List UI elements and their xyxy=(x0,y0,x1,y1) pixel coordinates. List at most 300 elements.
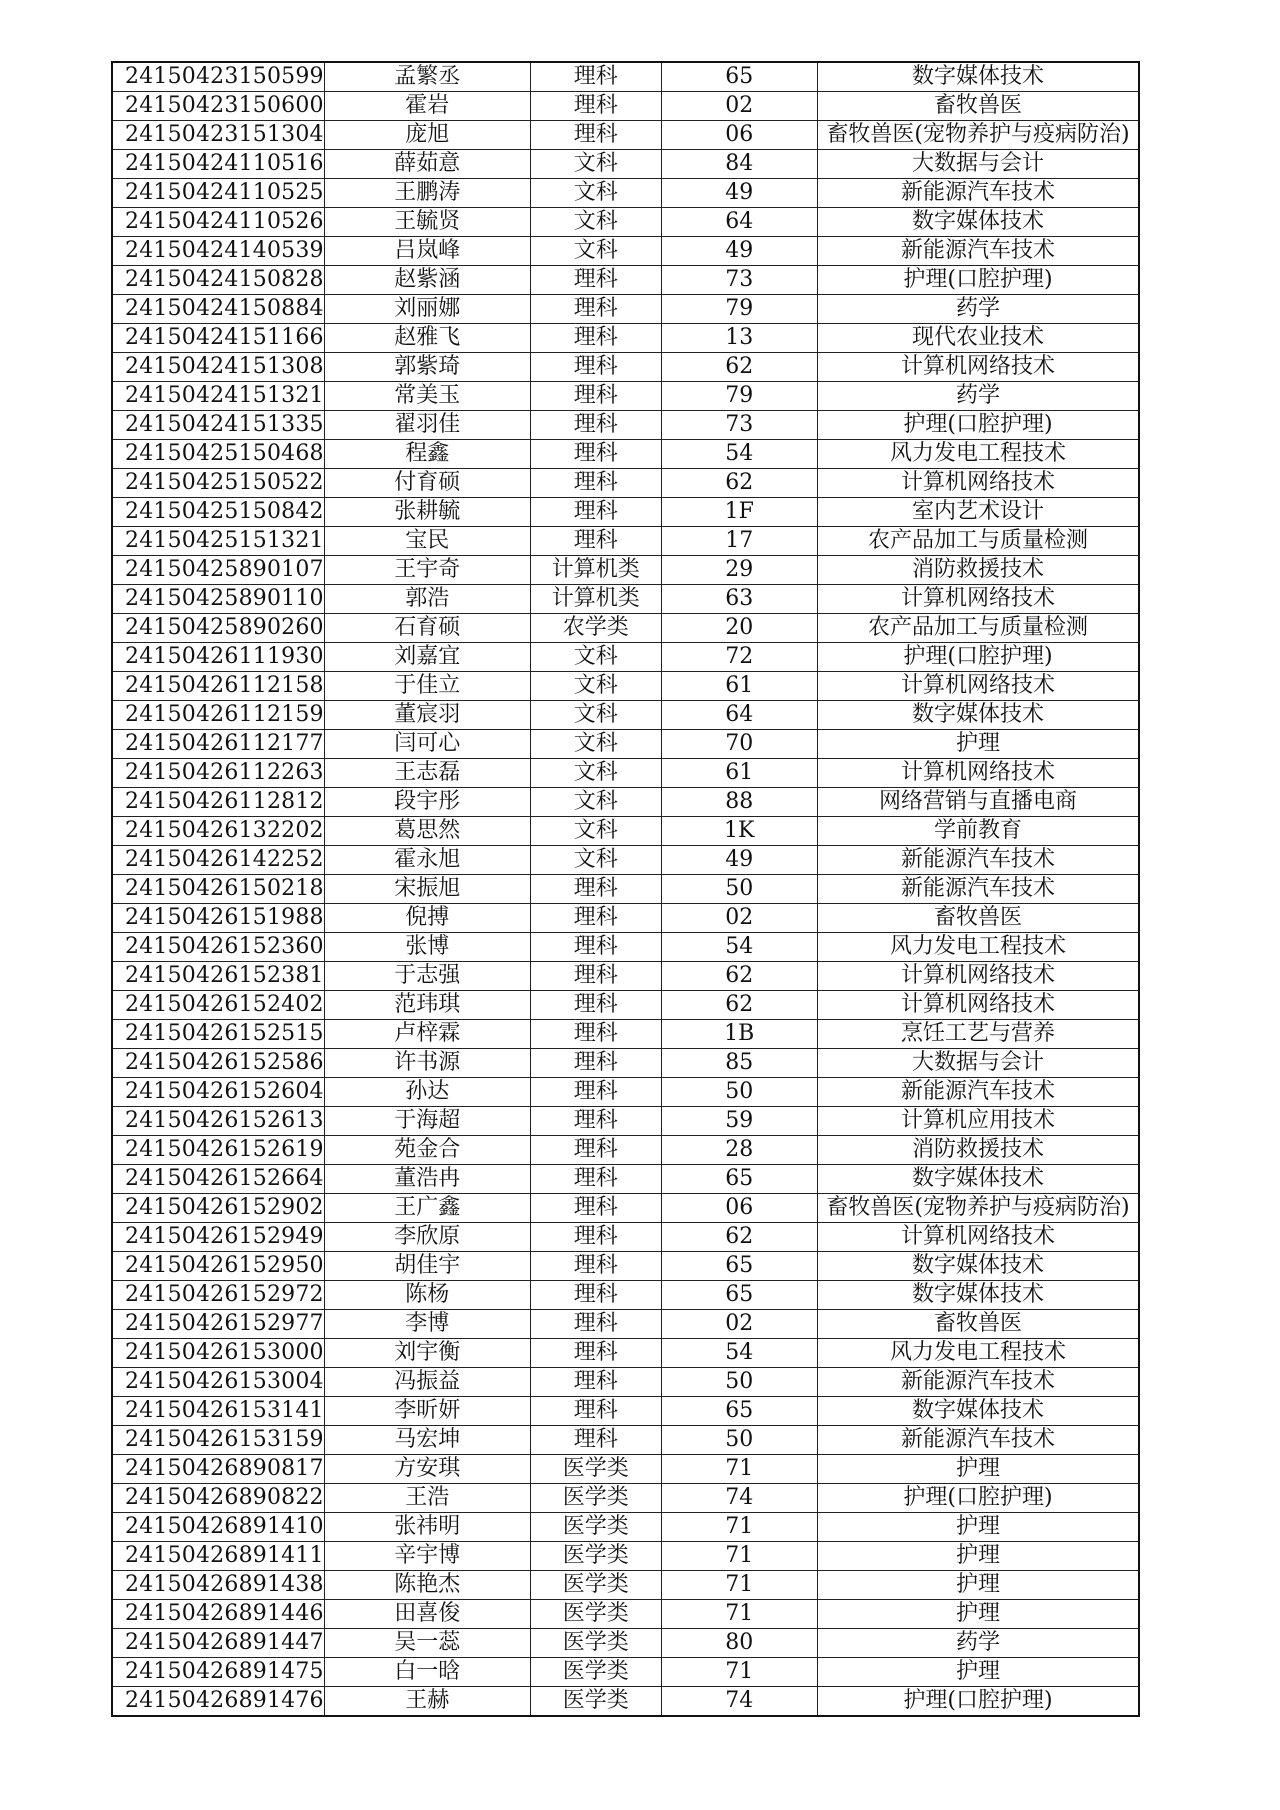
subject-category-cell: 理科 xyxy=(530,266,661,295)
major-code-cell: 63 xyxy=(661,585,817,614)
table-row xyxy=(112,875,1139,904)
subject-category-cell: 理科 xyxy=(530,498,661,527)
major-code-cell: 65 xyxy=(661,1252,817,1281)
table-row xyxy=(112,411,1139,440)
table-row xyxy=(112,933,1139,962)
student-name-cell: 孙达 xyxy=(324,1078,530,1107)
table-row xyxy=(112,556,1139,585)
major-code-cell: 64 xyxy=(661,701,817,730)
table-row xyxy=(112,1455,1139,1484)
major-name-cell: 数字媒体技术 xyxy=(817,1397,1139,1426)
student-name-cell: 霍岩 xyxy=(324,92,530,121)
table-row xyxy=(112,1484,1139,1513)
major-code-cell: 1B xyxy=(661,1020,817,1049)
major-name-cell: 计算机网络技术 xyxy=(817,1223,1139,1252)
student-name-cell: 王志磊 xyxy=(324,759,530,788)
major-code-cell: 65 xyxy=(661,1397,817,1426)
student-name-cell: 段宇彤 xyxy=(324,788,530,817)
major-name-cell: 护理 xyxy=(817,1455,1139,1484)
candidate-number-cell: 24150424150884 xyxy=(112,295,324,324)
major-code-cell: 54 xyxy=(661,440,817,469)
subject-category-cell: 文科 xyxy=(530,672,661,701)
student-name-cell: 张博 xyxy=(324,933,530,962)
major-code-cell: 74 xyxy=(661,1687,817,1717)
major-name-cell: 药学 xyxy=(817,1629,1139,1658)
major-code-cell: 71 xyxy=(661,1658,817,1687)
student-name-cell: 辛宇博 xyxy=(324,1542,530,1571)
candidate-number-cell: 24150423150600 xyxy=(112,92,324,121)
major-name-cell: 新能源汽车技术 xyxy=(817,1426,1139,1455)
subject-category-cell: 农学类 xyxy=(530,614,661,643)
major-name-cell: 药学 xyxy=(817,382,1139,411)
major-name-cell: 烹饪工艺与营养 xyxy=(817,1020,1139,1049)
major-name-cell: 护理 xyxy=(817,730,1139,759)
student-name-cell: 张耕毓 xyxy=(324,498,530,527)
major-code-cell: 13 xyxy=(661,324,817,353)
student-name-cell: 程鑫 xyxy=(324,440,530,469)
major-code-cell: 73 xyxy=(661,411,817,440)
subject-category-cell: 理科 xyxy=(530,1078,661,1107)
student-name-cell: 庞旭 xyxy=(324,121,530,150)
student-name-cell: 于海超 xyxy=(324,1107,530,1136)
student-name-cell: 王广鑫 xyxy=(324,1194,530,1223)
major-code-cell: 62 xyxy=(661,469,817,498)
major-name-cell: 护理 xyxy=(817,1542,1139,1571)
major-name-cell: 畜牧兽医 xyxy=(817,1310,1139,1339)
subject-category-cell: 文科 xyxy=(530,237,661,266)
table-row xyxy=(112,1513,1139,1542)
student-name-cell: 刘嘉宜 xyxy=(324,643,530,672)
subject-category-cell: 文科 xyxy=(530,817,661,846)
candidate-number-cell: 24150425150468 xyxy=(112,440,324,469)
major-name-cell: 农产品加工与质量检测 xyxy=(817,527,1139,556)
major-code-cell: 28 xyxy=(661,1136,817,1165)
candidate-number-cell: 24150426150218 xyxy=(112,875,324,904)
table-row xyxy=(112,1426,1139,1455)
student-name-cell: 田喜俊 xyxy=(324,1600,530,1629)
table-row xyxy=(112,701,1139,730)
table-row xyxy=(112,614,1139,643)
major-code-cell: 62 xyxy=(661,962,817,991)
table-row xyxy=(112,1252,1139,1281)
subject-category-cell: 理科 xyxy=(530,1426,661,1455)
table-row xyxy=(112,1629,1139,1658)
student-name-cell: 宋振旭 xyxy=(324,875,530,904)
subject-category-cell: 理科 xyxy=(530,1252,661,1281)
table-row xyxy=(112,730,1139,759)
subject-category-cell: 理科 xyxy=(530,1136,661,1165)
major-name-cell: 新能源汽车技术 xyxy=(817,875,1139,904)
major-name-cell: 大数据与会计 xyxy=(817,1049,1139,1078)
subject-category-cell: 理科 xyxy=(530,1194,661,1223)
major-name-cell: 计算机网络技术 xyxy=(817,585,1139,614)
student-name-cell: 范玮琪 xyxy=(324,991,530,1020)
subject-category-cell: 理科 xyxy=(530,1223,661,1252)
student-name-cell: 郭紫琦 xyxy=(324,353,530,382)
subject-category-cell: 理科 xyxy=(530,1049,661,1078)
candidate-number-cell: 24150426152604 xyxy=(112,1078,324,1107)
subject-category-cell: 文科 xyxy=(530,208,661,237)
student-name-cell: 吕岚峰 xyxy=(324,237,530,266)
candidate-number-cell: 24150426891411 xyxy=(112,1542,324,1571)
candidate-number-cell: 24150426151988 xyxy=(112,904,324,933)
candidate-number-cell: 24150426890817 xyxy=(112,1455,324,1484)
table-row xyxy=(112,1600,1139,1629)
subject-category-cell: 理科 xyxy=(530,1339,661,1368)
major-code-cell: 79 xyxy=(661,295,817,324)
major-code-cell: 1K xyxy=(661,817,817,846)
table-row xyxy=(112,585,1139,614)
major-name-cell: 消防救援技术 xyxy=(817,1136,1139,1165)
major-code-cell: 71 xyxy=(661,1513,817,1542)
table-row xyxy=(112,1049,1139,1078)
table-row xyxy=(112,1281,1139,1310)
subject-category-cell: 理科 xyxy=(530,1020,661,1049)
candidate-number-cell: 24150425150842 xyxy=(112,498,324,527)
major-name-cell: 护理 xyxy=(817,1513,1139,1542)
candidate-number-cell: 24150426891446 xyxy=(112,1600,324,1629)
student-name-cell: 于志强 xyxy=(324,962,530,991)
major-code-cell: 65 xyxy=(661,62,817,92)
major-name-cell: 风力发电工程技术 xyxy=(817,933,1139,962)
table-row xyxy=(112,1310,1139,1339)
subject-category-cell: 文科 xyxy=(530,179,661,208)
subject-category-cell: 理科 xyxy=(530,121,661,150)
candidate-number-cell: 24150426132202 xyxy=(112,817,324,846)
student-name-cell: 常美玉 xyxy=(324,382,530,411)
table-row xyxy=(112,440,1139,469)
major-name-cell: 护理(口腔护理) xyxy=(817,1484,1139,1513)
candidate-number-cell: 24150423151304 xyxy=(112,121,324,150)
student-name-cell: 胡佳宇 xyxy=(324,1252,530,1281)
major-code-cell: 72 xyxy=(661,643,817,672)
table-row xyxy=(112,237,1139,266)
candidate-number-cell: 24150426152949 xyxy=(112,1223,324,1252)
student-name-cell: 郭浩 xyxy=(324,585,530,614)
table-row xyxy=(112,1136,1139,1165)
table-row xyxy=(112,991,1139,1020)
candidate-number-cell: 24150424110526 xyxy=(112,208,324,237)
student-name-cell: 苑金合 xyxy=(324,1136,530,1165)
candidate-number-cell: 24150426112159 xyxy=(112,701,324,730)
major-name-cell: 新能源汽车技术 xyxy=(817,237,1139,266)
major-code-cell: 1F xyxy=(661,498,817,527)
student-name-cell: 赵紫涵 xyxy=(324,266,530,295)
major-code-cell: 50 xyxy=(661,1368,817,1397)
student-name-cell: 薛茹意 xyxy=(324,150,530,179)
major-name-cell: 新能源汽车技术 xyxy=(817,179,1139,208)
major-code-cell: 02 xyxy=(661,92,817,121)
candidate-number-cell: 24150426152515 xyxy=(112,1020,324,1049)
major-name-cell: 护理 xyxy=(817,1571,1139,1600)
student-name-cell: 王浩 xyxy=(324,1484,530,1513)
student-name-cell: 许书源 xyxy=(324,1049,530,1078)
major-name-cell: 畜牧兽医(宠物养护与疫病防治) xyxy=(817,1194,1139,1223)
major-name-cell: 数字媒体技术 xyxy=(817,701,1139,730)
student-name-cell: 王鹏涛 xyxy=(324,179,530,208)
major-code-cell: 29 xyxy=(661,556,817,585)
candidate-number-cell: 24150425890260 xyxy=(112,614,324,643)
major-name-cell: 计算机网络技术 xyxy=(817,672,1139,701)
subject-category-cell: 医学类 xyxy=(530,1571,661,1600)
candidate-number-cell: 24150426891447 xyxy=(112,1629,324,1658)
major-name-cell: 畜牧兽医(宠物养护与疫病防治) xyxy=(817,121,1139,150)
student-name-cell: 王毓贤 xyxy=(324,208,530,237)
table-row xyxy=(112,1223,1139,1252)
table-row xyxy=(112,1020,1139,1049)
subject-category-cell: 医学类 xyxy=(530,1658,661,1687)
table-row xyxy=(112,382,1139,411)
subject-category-cell: 计算机类 xyxy=(530,585,661,614)
candidate-number-cell: 24150426891475 xyxy=(112,1658,324,1687)
major-code-cell: 49 xyxy=(661,846,817,875)
major-name-cell: 护理 xyxy=(817,1600,1139,1629)
major-code-cell: 70 xyxy=(661,730,817,759)
table-row xyxy=(112,179,1139,208)
table-row xyxy=(112,92,1139,121)
subject-category-cell: 理科 xyxy=(530,1397,661,1426)
student-name-cell: 董浩冉 xyxy=(324,1165,530,1194)
candidate-number-cell: 24150426890822 xyxy=(112,1484,324,1513)
table-row xyxy=(112,672,1139,701)
major-name-cell: 大数据与会计 xyxy=(817,150,1139,179)
student-name-cell: 陈杨 xyxy=(324,1281,530,1310)
major-code-cell: 02 xyxy=(661,904,817,933)
student-name-cell: 白一晗 xyxy=(324,1658,530,1687)
major-code-cell: 62 xyxy=(661,1223,817,1252)
student-name-cell: 石育硕 xyxy=(324,614,530,643)
table-row xyxy=(112,295,1139,324)
student-name-cell: 马宏坤 xyxy=(324,1426,530,1455)
subject-category-cell: 理科 xyxy=(530,962,661,991)
table-row xyxy=(112,846,1139,875)
candidate-number-cell: 24150426152613 xyxy=(112,1107,324,1136)
student-name-cell: 霍永旭 xyxy=(324,846,530,875)
candidate-number-cell: 24150426142252 xyxy=(112,846,324,875)
table-row xyxy=(112,788,1139,817)
table-row xyxy=(112,1687,1139,1717)
student-name-cell: 付育硕 xyxy=(324,469,530,498)
major-name-cell: 药学 xyxy=(817,295,1139,324)
student-name-cell: 李昕妍 xyxy=(324,1397,530,1426)
major-code-cell: 85 xyxy=(661,1049,817,1078)
major-code-cell: 02 xyxy=(661,1310,817,1339)
major-name-cell: 计算机网络技术 xyxy=(817,759,1139,788)
student-name-cell: 卢梓霖 xyxy=(324,1020,530,1049)
student-name-cell: 刘宇衡 xyxy=(324,1339,530,1368)
table-row xyxy=(112,962,1139,991)
major-code-cell: 79 xyxy=(661,382,817,411)
candidate-number-cell: 24150426153159 xyxy=(112,1426,324,1455)
student-name-cell: 王赫 xyxy=(324,1687,530,1717)
candidate-number-cell: 24150426152664 xyxy=(112,1165,324,1194)
candidate-number-cell: 24150424140539 xyxy=(112,237,324,266)
subject-category-cell: 医学类 xyxy=(530,1513,661,1542)
subject-category-cell: 文科 xyxy=(530,788,661,817)
subject-category-cell: 理科 xyxy=(530,353,661,382)
subject-category-cell: 理科 xyxy=(530,1281,661,1310)
student-name-cell: 孟繁丞 xyxy=(324,62,530,92)
subject-category-cell: 理科 xyxy=(530,324,661,353)
candidate-number-cell: 24150426111930 xyxy=(112,643,324,672)
table-row xyxy=(112,1658,1139,1687)
major-name-cell: 护理 xyxy=(817,1658,1139,1687)
candidate-number-cell: 24150424151308 xyxy=(112,353,324,382)
major-name-cell: 计算机网络技术 xyxy=(817,353,1139,382)
candidate-number-cell: 24150426152972 xyxy=(112,1281,324,1310)
major-name-cell: 数字媒体技术 xyxy=(817,208,1139,237)
student-name-cell: 陈艳杰 xyxy=(324,1571,530,1600)
major-code-cell: 20 xyxy=(661,614,817,643)
major-name-cell: 护理(口腔护理) xyxy=(817,643,1139,672)
major-code-cell: 17 xyxy=(661,527,817,556)
table-row xyxy=(112,759,1139,788)
table-row xyxy=(112,324,1139,353)
major-name-cell: 新能源汽车技术 xyxy=(817,1078,1139,1107)
subject-category-cell: 医学类 xyxy=(530,1629,661,1658)
candidate-number-cell: 24150426112177 xyxy=(112,730,324,759)
subject-category-cell: 理科 xyxy=(530,1165,661,1194)
student-name-cell: 刘丽娜 xyxy=(324,295,530,324)
major-code-cell: 59 xyxy=(661,1107,817,1136)
major-code-cell: 65 xyxy=(661,1165,817,1194)
table-row xyxy=(112,904,1139,933)
major-code-cell: 06 xyxy=(661,1194,817,1223)
major-name-cell: 护理(口腔护理) xyxy=(817,411,1139,440)
table-row xyxy=(112,1107,1139,1136)
student-name-cell: 翟羽佳 xyxy=(324,411,530,440)
major-name-cell: 数字媒体技术 xyxy=(817,1252,1139,1281)
table-body xyxy=(112,62,1139,1716)
subject-category-cell: 理科 xyxy=(530,904,661,933)
subject-category-cell: 理科 xyxy=(530,527,661,556)
candidate-number-cell: 24150425151321 xyxy=(112,527,324,556)
major-code-cell: 71 xyxy=(661,1600,817,1629)
candidate-number-cell: 24150426153000 xyxy=(112,1339,324,1368)
student-name-cell: 董宸羽 xyxy=(324,701,530,730)
major-code-cell: 61 xyxy=(661,759,817,788)
student-name-cell: 冯振益 xyxy=(324,1368,530,1397)
student-name-cell: 李博 xyxy=(324,1310,530,1339)
major-name-cell: 数字媒体技术 xyxy=(817,1165,1139,1194)
student-name-cell: 倪搏 xyxy=(324,904,530,933)
major-code-cell: 62 xyxy=(661,991,817,1020)
subject-category-cell: 理科 xyxy=(530,933,661,962)
major-name-cell: 计算机网络技术 xyxy=(817,991,1139,1020)
candidate-number-cell: 24150424151166 xyxy=(112,324,324,353)
major-name-cell: 畜牧兽医 xyxy=(817,92,1139,121)
major-code-cell: 50 xyxy=(661,1078,817,1107)
candidate-number-cell: 24150426153004 xyxy=(112,1368,324,1397)
candidate-number-cell: 24150426152360 xyxy=(112,933,324,962)
candidate-number-cell: 24150426153141 xyxy=(112,1397,324,1426)
major-name-cell: 新能源汽车技术 xyxy=(817,846,1139,875)
subject-category-cell: 理科 xyxy=(530,295,661,324)
subject-category-cell: 理科 xyxy=(530,875,661,904)
subject-category-cell: 医学类 xyxy=(530,1600,661,1629)
major-name-cell: 计算机网络技术 xyxy=(817,962,1139,991)
candidate-number-cell: 24150424151321 xyxy=(112,382,324,411)
table-row xyxy=(112,527,1139,556)
subject-category-cell: 理科 xyxy=(530,991,661,1020)
major-name-cell: 室内艺术设计 xyxy=(817,498,1139,527)
candidate-number-cell: 24150426891476 xyxy=(112,1687,324,1717)
candidate-number-cell: 24150424151335 xyxy=(112,411,324,440)
major-name-cell: 新能源汽车技术 xyxy=(817,1368,1139,1397)
subject-category-cell: 计算机类 xyxy=(530,556,661,585)
major-name-cell: 农产品加工与质量检测 xyxy=(817,614,1139,643)
candidate-number-cell: 24150426112158 xyxy=(112,672,324,701)
candidate-number-cell: 24150426112263 xyxy=(112,759,324,788)
major-code-cell: 50 xyxy=(661,1426,817,1455)
table-row xyxy=(112,353,1139,382)
subject-category-cell: 医学类 xyxy=(530,1484,661,1513)
major-name-cell: 数字媒体技术 xyxy=(817,62,1139,92)
subject-category-cell: 理科 xyxy=(530,1310,661,1339)
major-name-cell: 护理(口腔护理) xyxy=(817,1687,1139,1717)
table-row xyxy=(112,817,1139,846)
subject-category-cell: 文科 xyxy=(530,643,661,672)
candidate-number-cell: 24150425890110 xyxy=(112,585,324,614)
student-name-cell: 葛思然 xyxy=(324,817,530,846)
candidate-number-cell: 24150426152402 xyxy=(112,991,324,1020)
subject-category-cell: 文科 xyxy=(530,846,661,875)
table-row xyxy=(112,1397,1139,1426)
candidate-number-cell: 24150426891410 xyxy=(112,1513,324,1542)
major-name-cell: 数字媒体技术 xyxy=(817,1281,1139,1310)
student-name-cell: 吴一蕊 xyxy=(324,1629,530,1658)
major-code-cell: 71 xyxy=(661,1571,817,1600)
major-code-cell: 71 xyxy=(661,1542,817,1571)
table-row xyxy=(112,208,1139,237)
major-name-cell: 消防救援技术 xyxy=(817,556,1139,585)
table-row xyxy=(112,1194,1139,1223)
table-row xyxy=(112,121,1139,150)
major-name-cell: 现代农业技术 xyxy=(817,324,1139,353)
student-name-cell: 赵雅飞 xyxy=(324,324,530,353)
subject-category-cell: 医学类 xyxy=(530,1687,661,1717)
table-row xyxy=(112,643,1139,672)
student-name-cell: 宝民 xyxy=(324,527,530,556)
subject-category-cell: 文科 xyxy=(530,150,661,179)
major-code-cell: 71 xyxy=(661,1455,817,1484)
subject-category-cell: 理科 xyxy=(530,469,661,498)
table-row xyxy=(112,62,1139,92)
major-code-cell: 88 xyxy=(661,788,817,817)
subject-category-cell: 理科 xyxy=(530,1368,661,1397)
table-row xyxy=(112,266,1139,295)
student-name-cell: 于佳立 xyxy=(324,672,530,701)
major-code-cell: 50 xyxy=(661,875,817,904)
subject-category-cell: 理科 xyxy=(530,62,661,92)
major-code-cell: 84 xyxy=(661,150,817,179)
table-row xyxy=(112,1368,1139,1397)
candidate-number-cell: 24150424150828 xyxy=(112,266,324,295)
major-name-cell: 学前教育 xyxy=(817,817,1139,846)
candidate-number-cell: 24150426152977 xyxy=(112,1310,324,1339)
candidate-number-cell: 24150426152950 xyxy=(112,1252,324,1281)
candidate-number-cell: 24150426112812 xyxy=(112,788,324,817)
student-name-cell: 李欣原 xyxy=(324,1223,530,1252)
major-code-cell: 62 xyxy=(661,353,817,382)
major-code-cell: 73 xyxy=(661,266,817,295)
table-row xyxy=(112,1542,1139,1571)
major-name-cell: 网络营销与直播电商 xyxy=(817,788,1139,817)
table-row xyxy=(112,1339,1139,1368)
table-row xyxy=(112,498,1139,527)
table-row xyxy=(112,150,1139,179)
major-code-cell: 74 xyxy=(661,1484,817,1513)
